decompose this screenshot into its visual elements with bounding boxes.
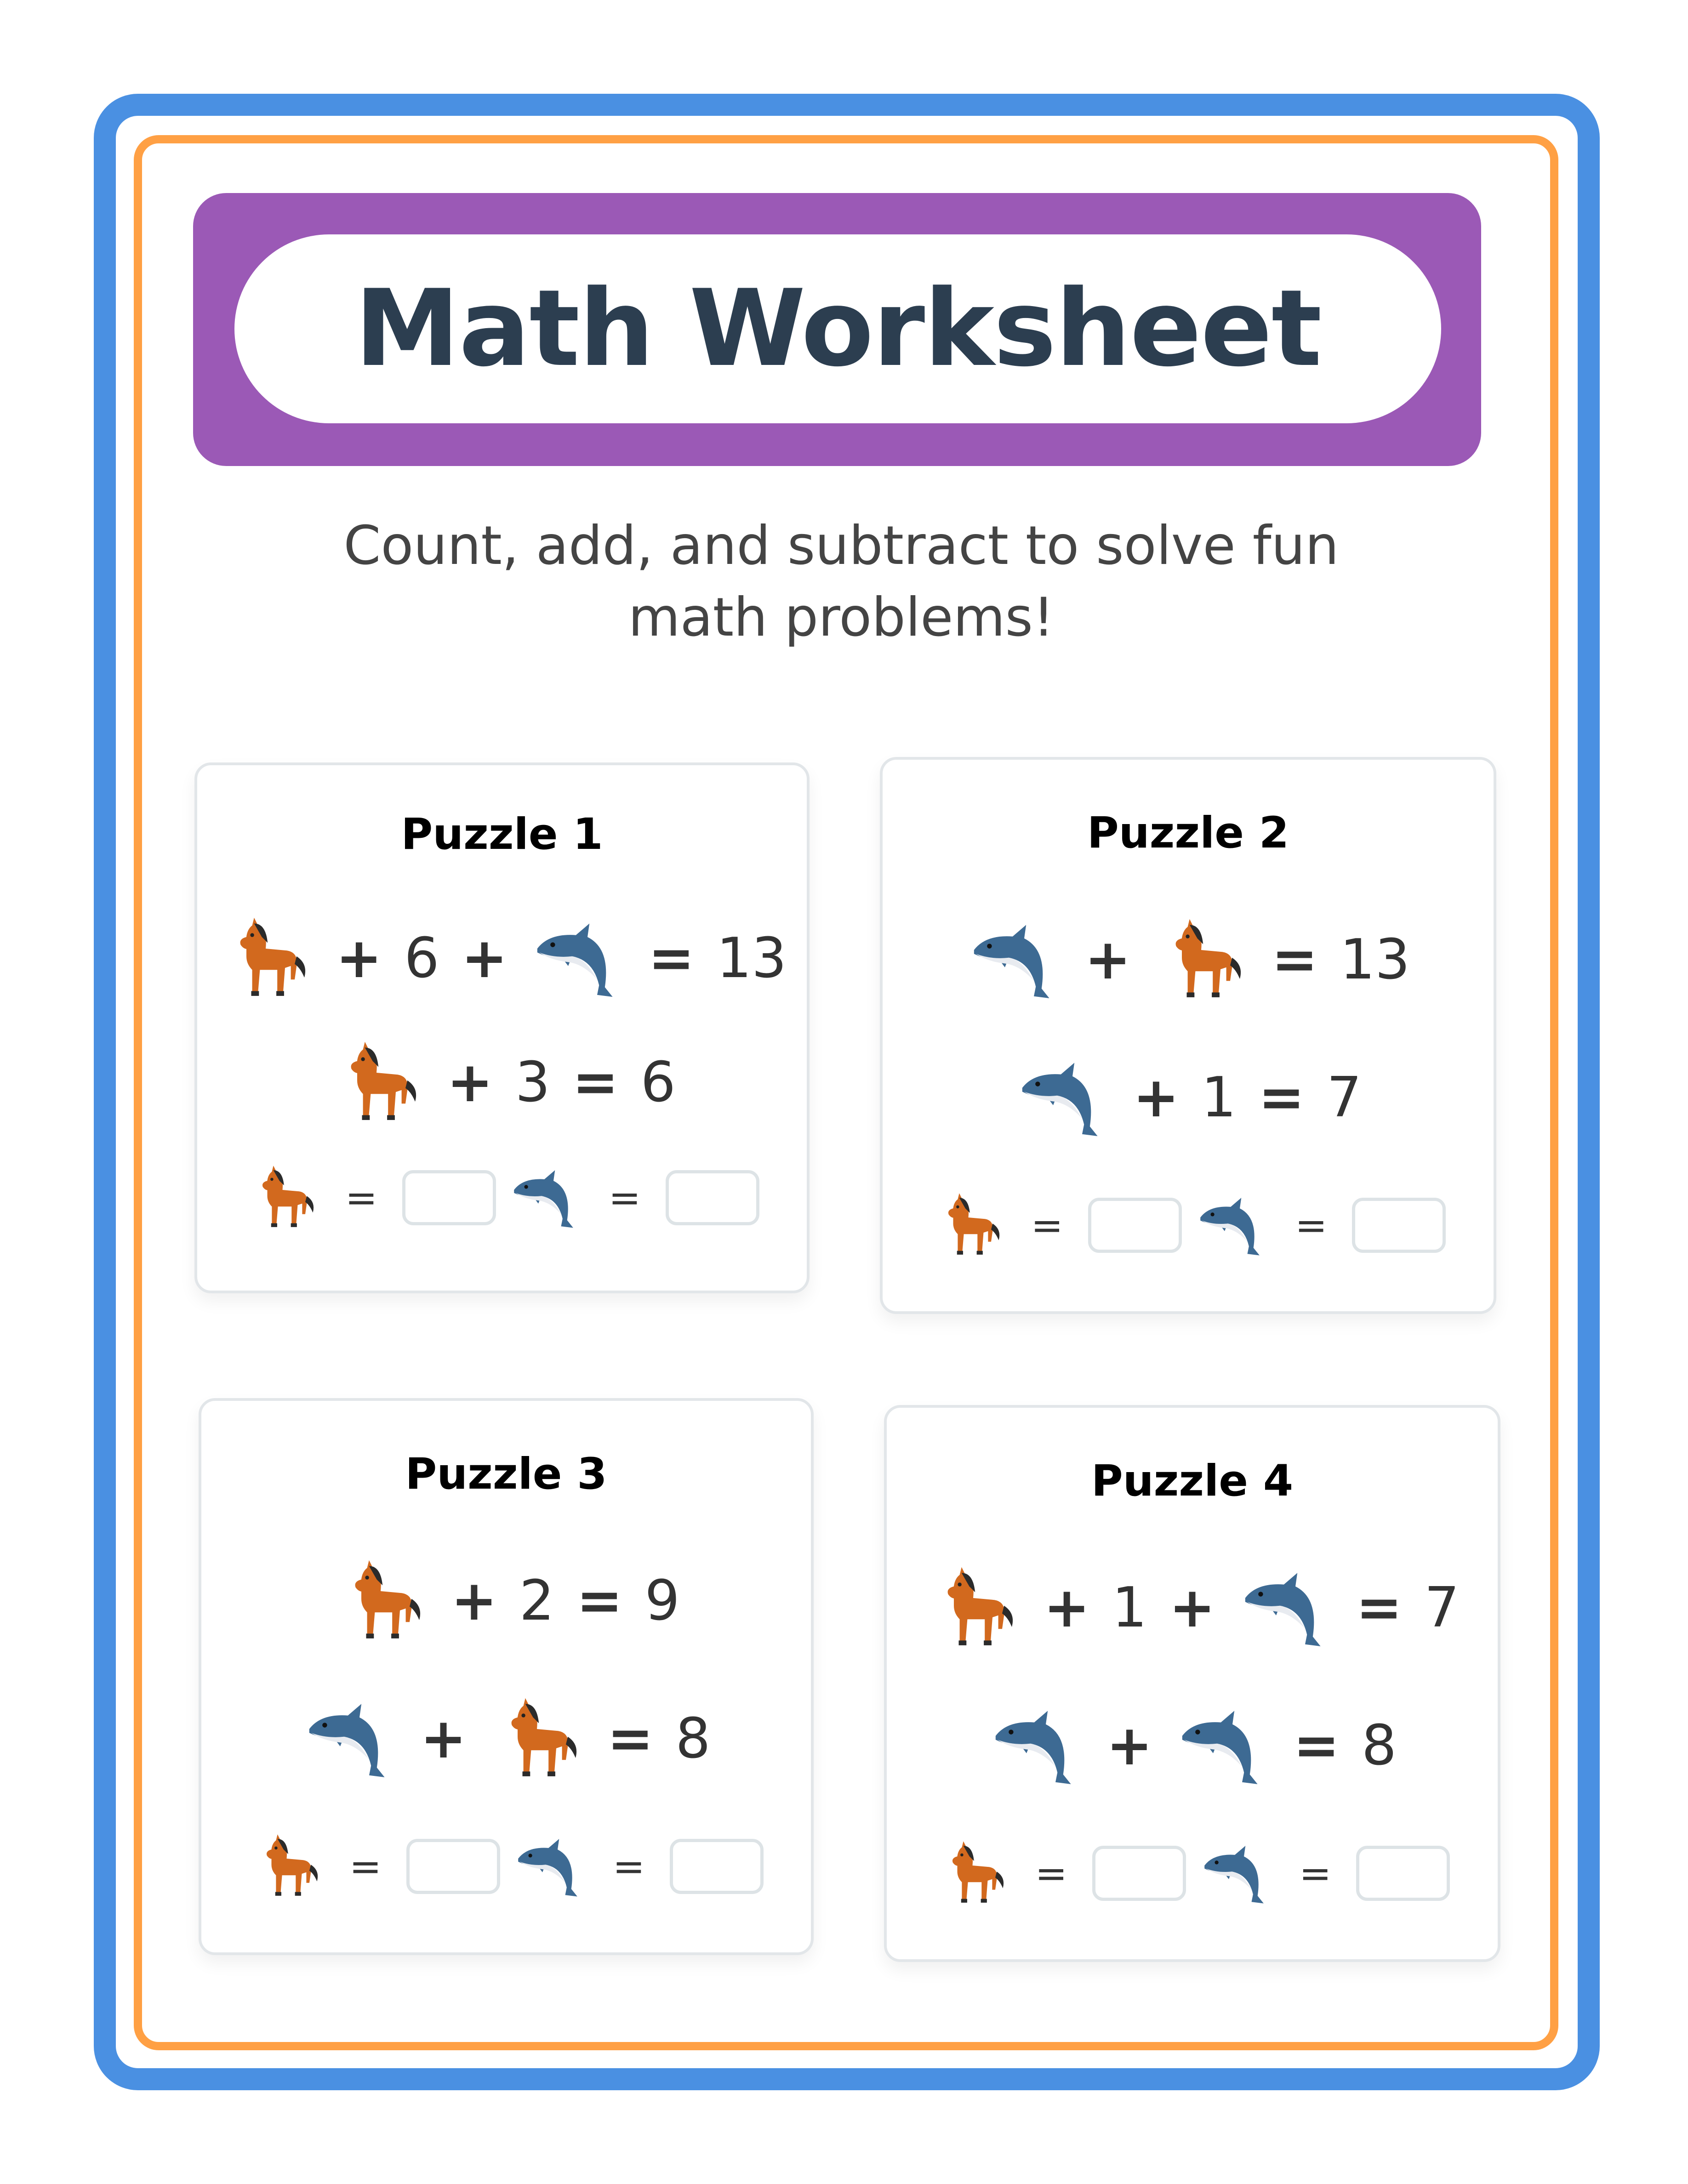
horse-answer-input[interactable] <box>1088 1198 1182 1253</box>
puzzle-title: Puzzle 1 <box>401 809 603 859</box>
equals-sign: = <box>612 1843 645 1889</box>
puzzle-card-2 <box>880 757 1496 1314</box>
equals-sign: = <box>1258 1065 1305 1130</box>
equals-sign: = <box>349 1843 382 1889</box>
dolphin-icon <box>1015 1049 1111 1146</box>
puzzle-title: Puzzle 4 <box>1091 1456 1294 1506</box>
answer-group-horse <box>249 1828 500 1904</box>
equation-row <box>201 1690 811 1787</box>
dolphin-icon <box>530 910 626 1007</box>
equals-sign: = <box>648 926 695 990</box>
equals-sign: = <box>1299 1850 1332 1896</box>
dolphin-answer-input[interactable] <box>666 1170 759 1225</box>
puzzle-title: Puzzle 3 <box>405 1449 607 1499</box>
horse-icon <box>249 1828 325 1904</box>
number: 8 <box>1361 1713 1397 1778</box>
title-pill <box>234 234 1441 423</box>
plus-sign: + <box>336 926 382 990</box>
equals-sign: = <box>1295 1202 1328 1248</box>
equals-sign: = <box>576 1569 623 1633</box>
equation-row <box>883 911 1494 1008</box>
equation-row <box>887 1559 1498 1656</box>
header-banner <box>193 193 1481 466</box>
number: 7 <box>1327 1065 1362 1130</box>
equals-sign: = <box>1272 927 1318 992</box>
plus-sign: + <box>420 1706 467 1771</box>
plus-sign: + <box>447 1050 493 1115</box>
horse-icon <box>328 1034 425 1131</box>
plus-sign: + <box>461 926 508 990</box>
equation-row <box>887 1697 1498 1794</box>
equals-sign: = <box>1356 1575 1403 1640</box>
dolphin-icon <box>508 1160 584 1235</box>
horse-answer-input[interactable] <box>402 1170 496 1225</box>
instructions-text: Count, add, and subtract to solve fun math problems! <box>343 515 1339 648</box>
puzzle-title: Puzzle 2 <box>1087 808 1289 858</box>
dolphin-icon <box>1198 1835 1274 1911</box>
dolphin-icon <box>1237 1559 1334 1656</box>
number: 6 <box>404 926 439 990</box>
number: 3 <box>515 1050 550 1115</box>
number: 1 <box>1112 1575 1147 1640</box>
dolphin-icon <box>302 1690 398 1787</box>
puzzle-card-4 <box>884 1405 1500 1962</box>
dolphin-answer-input[interactable] <box>1356 1846 1450 1901</box>
plus-sign: + <box>1169 1575 1215 1640</box>
answer-group-horse <box>930 1187 1182 1263</box>
horse-icon <box>489 1690 585 1787</box>
answer-group-dolphin <box>1198 1835 1450 1911</box>
plus-sign: + <box>1044 1575 1090 1640</box>
answer-group-dolphin <box>508 1160 759 1235</box>
dolphin-icon <box>1194 1187 1270 1263</box>
answer-row <box>883 1187 1494 1263</box>
horse-icon <box>935 1835 1010 1911</box>
dolphin-icon <box>512 1828 588 1904</box>
equation-row <box>197 1034 807 1131</box>
equals-sign: = <box>345 1175 378 1220</box>
puzzle-card-3 <box>199 1398 814 1955</box>
horse-icon <box>925 1559 1021 1656</box>
horse-answer-input[interactable] <box>1092 1846 1186 1901</box>
answer-row <box>197 1160 807 1235</box>
equals-sign: = <box>608 1175 641 1220</box>
number: 7 <box>1424 1575 1460 1640</box>
equation-row <box>201 1553 811 1649</box>
dolphin-icon <box>966 911 1063 1008</box>
answer-group-horse <box>935 1835 1186 1911</box>
number: 13 <box>716 926 787 990</box>
plus-sign: + <box>1133 1065 1180 1130</box>
answer-group-horse <box>245 1160 496 1235</box>
equals-sign: = <box>1035 1850 1067 1896</box>
equals-sign: = <box>1293 1713 1340 1778</box>
plus-sign: + <box>1084 927 1131 992</box>
number: 9 <box>644 1569 680 1633</box>
horse-icon <box>245 1160 320 1235</box>
equals-sign: = <box>607 1706 654 1771</box>
horse-icon <box>332 1553 429 1649</box>
number: 13 <box>1340 927 1410 992</box>
number: 2 <box>519 1569 554 1633</box>
answer-row <box>887 1835 1498 1911</box>
equals-sign: = <box>1031 1202 1063 1248</box>
number: 8 <box>675 1706 711 1771</box>
dolphin-answer-input[interactable] <box>1352 1198 1446 1253</box>
equation-row <box>197 910 807 1007</box>
dolphin-icon <box>1175 1697 1271 1794</box>
answer-group-dolphin <box>1194 1187 1446 1263</box>
answer-row <box>201 1828 811 1904</box>
horse-icon <box>1153 911 1249 1008</box>
puzzle-card-1 <box>194 762 810 1293</box>
horse-icon <box>217 910 314 1007</box>
number: 1 <box>1201 1065 1237 1130</box>
equation-row <box>883 1049 1494 1146</box>
page-title: Math Worksheet <box>354 267 1321 390</box>
equals-sign: = <box>572 1050 619 1115</box>
dolphin-icon <box>988 1697 1084 1794</box>
plus-sign: + <box>451 1569 497 1633</box>
answer-group-dolphin <box>512 1828 764 1904</box>
dolphin-answer-input[interactable] <box>670 1839 764 1894</box>
plus-sign: + <box>1106 1713 1153 1778</box>
number: 6 <box>640 1050 676 1115</box>
horse-icon <box>930 1187 1006 1263</box>
horse-answer-input[interactable] <box>406 1839 500 1894</box>
